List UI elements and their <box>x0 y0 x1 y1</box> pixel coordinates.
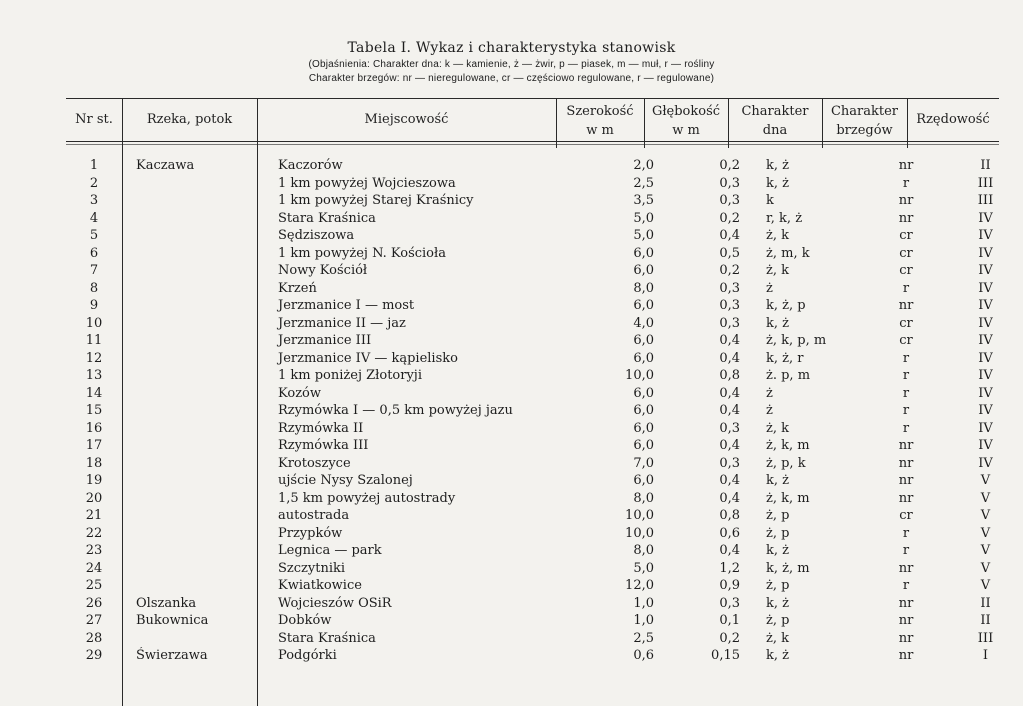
stream-order: V <box>980 578 991 593</box>
width-value: 1,0 <box>633 595 654 611</box>
bottom-character: ż. p, m <box>766 368 811 383</box>
station-number: 25 <box>85 578 103 593</box>
depth-value: 0,4 <box>719 350 740 366</box>
header-bottom-rule <box>66 141 999 142</box>
bank-character: cr <box>899 263 913 278</box>
station-number: 21 <box>85 508 103 523</box>
depth-value: 0,15 <box>711 648 740 663</box>
station-number: 26 <box>85 595 103 611</box>
location-name: Kozów <box>278 385 321 401</box>
depth-value: 0,2 <box>719 630 740 646</box>
width-value: 10,0 <box>625 525 654 541</box>
stream-order: II <box>980 613 991 628</box>
bank-character: r <box>902 578 910 593</box>
depth-value: 0,3 <box>719 298 740 313</box>
table-row <box>66 157 1023 175</box>
header-nr: Nr st. <box>75 112 113 127</box>
header-order: Rzędowość <box>916 112 990 127</box>
location-name: Jerzmanice I — most <box>278 298 415 313</box>
table-row <box>66 245 1023 263</box>
river-name <box>122 210 272 228</box>
bank-character: nr <box>898 490 914 506</box>
bank-character: r <box>902 543 910 558</box>
station-number: 1 <box>89 158 99 173</box>
header-width <box>556 102 644 140</box>
bottom-character: k, ż <box>766 158 789 173</box>
depth-value: 0,2 <box>719 158 740 173</box>
table-row <box>66 437 1023 455</box>
bottom-character: ż, k, m <box>766 490 810 506</box>
width-value: 1,0 <box>633 613 654 628</box>
river-name <box>122 560 272 578</box>
table-row <box>66 507 1023 525</box>
station-number: 13 <box>85 368 103 383</box>
river-name <box>122 262 272 280</box>
river-name <box>122 315 272 333</box>
width-value: 2,0 <box>633 158 654 173</box>
bottom-character: ż, p <box>766 525 790 541</box>
bank-character: r <box>902 280 910 296</box>
width-value: 6,0 <box>633 473 654 488</box>
stream-order: IV <box>978 280 993 296</box>
river-name <box>122 437 272 455</box>
station-number: 17 <box>85 438 103 453</box>
width-value: 4,0 <box>633 315 654 331</box>
stream-order: I <box>982 648 989 663</box>
header-bottom-type <box>728 102 822 140</box>
station-number: 4 <box>89 210 99 226</box>
bank-character: cr <box>899 228 913 243</box>
stream-order: V <box>980 473 991 488</box>
depth-value: 0,4 <box>719 543 740 558</box>
table-row <box>66 647 1023 665</box>
depth-value: 0,6 <box>719 525 740 541</box>
width-value: 2,5 <box>633 630 654 646</box>
table-row <box>66 490 1023 508</box>
bottom-character: ż, p <box>766 508 790 523</box>
river-name <box>122 630 272 648</box>
river-name <box>122 175 272 193</box>
bottom-character: k, ż <box>766 473 789 488</box>
bottom-character: ż, p <box>766 578 790 593</box>
station-number: 2 <box>89 175 99 191</box>
width-value: 8,0 <box>633 490 654 506</box>
width-value: 0,6 <box>633 648 654 663</box>
depth-value: 0,4 <box>719 403 740 418</box>
stream-order: IV <box>978 210 993 226</box>
table-row <box>66 420 1023 438</box>
bank-character: cr <box>899 508 913 523</box>
bank-character: nr <box>898 193 914 208</box>
depth-value: 0,8 <box>719 508 740 523</box>
bank-character: r <box>902 525 910 541</box>
station-number: 3 <box>89 193 99 208</box>
location-name: Krotoszyce <box>278 455 351 471</box>
bottom-character: ż, k <box>766 630 789 646</box>
river-name <box>122 577 272 595</box>
river-name: Bukownica <box>136 613 209 628</box>
depth-value: 0,3 <box>719 420 740 436</box>
stations-table-body <box>66 157 1023 665</box>
bottom-character: ż, m, k <box>766 245 810 261</box>
depth-value: 0,4 <box>719 473 740 488</box>
depth-value: 0,5 <box>719 245 740 261</box>
depth-value: 0,4 <box>719 228 740 243</box>
table-row <box>66 525 1023 543</box>
river-name <box>122 192 272 210</box>
bottom-character: ż, k <box>766 228 789 243</box>
table-row <box>66 280 1023 298</box>
river-name <box>122 350 272 368</box>
stream-order: V <box>980 543 991 558</box>
depth-value: 0,3 <box>719 280 740 296</box>
bottom-character: k, ż, m <box>766 560 810 576</box>
table-row <box>66 332 1023 350</box>
stream-order: III <box>977 175 994 191</box>
station-number: 15 <box>85 403 103 418</box>
station-number: 14 <box>85 385 103 401</box>
width-value: 12,0 <box>625 578 654 593</box>
bottom-character: ż <box>766 385 773 401</box>
location-name: Dobków <box>278 613 332 628</box>
bank-character: nr <box>898 473 914 488</box>
river-name: Kaczawa <box>136 158 195 173</box>
station-number: 16 <box>85 420 103 436</box>
location-name: Kwiatkowice <box>278 578 362 593</box>
bank-character: cr <box>899 333 913 348</box>
table-row <box>66 315 1023 333</box>
location-name: Nowy Kościół <box>278 263 368 278</box>
stream-order: IV <box>978 245 993 261</box>
bank-character: r <box>902 175 910 191</box>
stream-order: IV <box>978 385 993 401</box>
stream-order: IV <box>978 263 993 278</box>
station-number: 19 <box>85 473 103 488</box>
table-row <box>66 262 1023 280</box>
bank-character: nr <box>898 595 914 611</box>
location-name: Jerzmanice II — jaz <box>278 315 406 331</box>
header-bottom-type-sub: dna <box>762 123 788 138</box>
location-name: Przypków <box>278 525 343 541</box>
bank-character: nr <box>898 438 914 453</box>
table-row <box>66 472 1023 490</box>
width-value: 6,0 <box>633 350 654 366</box>
depth-value: 0,3 <box>719 315 740 331</box>
river-name <box>122 542 272 560</box>
bank-character: r <box>902 385 910 401</box>
bottom-character: ż, p, k <box>766 455 806 471</box>
table-row <box>66 577 1023 595</box>
table-row <box>66 350 1023 368</box>
header-bottom-rule-2 <box>66 144 999 145</box>
river-name <box>122 525 272 543</box>
table-row <box>66 192 1023 210</box>
table-row <box>66 542 1023 560</box>
location-name: Szczytniki <box>278 560 346 576</box>
width-value: 5,0 <box>633 560 654 576</box>
stream-order: V <box>980 508 991 523</box>
table-row <box>66 612 1023 630</box>
station-number: 24 <box>85 560 103 576</box>
header-depth-label: Głębokość <box>651 104 721 119</box>
location-name: Stara Kraśnica <box>278 210 376 226</box>
depth-value: 0,4 <box>719 333 740 348</box>
river-name <box>122 472 272 490</box>
location-name: 1 km poniżej Złotoryji <box>278 368 422 383</box>
station-number: 29 <box>85 648 103 663</box>
table-title: Tabela I. Wykaz i charakterystyka stanowisk <box>347 40 676 56</box>
table-row <box>66 595 1023 613</box>
header-river: Rzeka, potok <box>146 112 233 127</box>
width-value: 6,0 <box>633 263 654 278</box>
table-row <box>66 560 1023 578</box>
stream-order: V <box>980 560 991 576</box>
location-name: Rzymówka II <box>278 420 364 436</box>
header-bank-type <box>822 102 907 140</box>
bottom-character: k, ż, p <box>766 298 806 313</box>
depth-value: 0,3 <box>719 175 740 191</box>
width-value: 3,5 <box>633 193 654 208</box>
stream-order: IV <box>978 420 993 436</box>
stream-order: V <box>980 490 991 506</box>
legend-bottom-character: (Objaśnienia: Charakter dna: k — kamienie, ż — żwir, p — piasek, m — muł, r — rośliny <box>308 59 715 70</box>
header-bottom-type-label: Charakter <box>741 104 809 119</box>
table-row <box>66 227 1023 245</box>
bank-character: nr <box>898 298 914 313</box>
stream-order: IV <box>978 368 993 383</box>
width-value: 8,0 <box>633 280 654 296</box>
station-number: 20 <box>85 490 103 506</box>
location-name: Legnica — park <box>278 543 382 558</box>
depth-value: 0,4 <box>719 385 740 401</box>
river-name <box>122 245 272 263</box>
depth-value: 0,2 <box>719 263 740 278</box>
stream-order: IV <box>978 350 993 366</box>
station-number: 10 <box>85 315 103 331</box>
river-name <box>122 280 272 298</box>
station-number: 12 <box>85 350 103 366</box>
stream-order: IV <box>978 403 993 418</box>
location-name: 1 km powyżej Starej Kraśnicy <box>278 193 474 208</box>
bank-character: nr <box>898 630 914 646</box>
river-name <box>122 402 272 420</box>
width-value: 6,0 <box>633 385 654 401</box>
bottom-character: ż <box>766 403 773 418</box>
bank-character: nr <box>898 648 914 663</box>
river-name: Świerzawa <box>136 648 208 663</box>
station-number: 8 <box>89 280 99 296</box>
bottom-character: k, ż <box>766 175 789 191</box>
station-number: 27 <box>85 613 103 628</box>
location-name: Rzymówka I — 0,5 km powyżej jazu <box>278 403 513 418</box>
bank-character: r <box>902 368 910 383</box>
bottom-character: k, ż <box>766 543 789 558</box>
bank-character: nr <box>898 455 914 471</box>
stations-table <box>66 157 1023 665</box>
table-row <box>66 630 1023 648</box>
width-value: 10,0 <box>625 368 654 383</box>
header-place: Miejscowość <box>364 112 449 127</box>
location-name: Podgórki <box>278 648 337 663</box>
location-name: Wojcieszów OSiR <box>278 595 392 611</box>
bottom-character: k, ż, r <box>766 350 804 366</box>
table-row <box>66 367 1023 385</box>
stream-order: V <box>980 525 991 541</box>
width-value: 6,0 <box>633 298 654 313</box>
location-name: Kaczorów <box>278 158 343 173</box>
station-number: 7 <box>89 263 99 278</box>
bank-character: nr <box>898 560 914 576</box>
river-name <box>122 385 272 403</box>
table-row <box>66 402 1023 420</box>
table-top-rule <box>66 98 999 99</box>
location-name: Rzymówka III <box>278 438 369 453</box>
location-name: ujście Nysy Szalonej <box>278 473 413 488</box>
river-name <box>122 297 272 315</box>
depth-value: 0,3 <box>719 595 740 611</box>
width-value: 6,0 <box>633 438 654 453</box>
depth-value: 0,8 <box>719 368 740 383</box>
header-depth-unit: w m <box>672 123 700 138</box>
location-name: 1,5 km powyżej autostrady <box>278 490 456 506</box>
header-bank-type-label: Charakter <box>830 104 899 119</box>
bottom-character: ż <box>766 280 773 296</box>
station-number: 23 <box>85 543 103 558</box>
table-row <box>66 175 1023 193</box>
location-name: Jerzmanice IV — kąpielisko <box>278 350 458 366</box>
stream-order: IV <box>978 455 993 471</box>
bank-character: r <box>902 420 910 436</box>
river-name <box>122 420 272 438</box>
river-name <box>122 455 272 473</box>
width-value: 2,5 <box>633 175 654 191</box>
location-name: 1 km powyżej Wojcieszowa <box>278 175 456 191</box>
bank-character: r <box>902 350 910 366</box>
header-depth <box>644 102 728 140</box>
stream-order: IV <box>978 298 993 313</box>
depth-value: 0,3 <box>719 455 740 471</box>
river-name <box>122 490 272 508</box>
bottom-character: k <box>766 193 774 208</box>
station-number: 9 <box>89 298 99 313</box>
header-width-label: Szerokość <box>566 104 634 119</box>
depth-value: 0,1 <box>719 613 740 628</box>
bottom-character: ż, k <box>766 263 789 278</box>
stream-order: II <box>980 158 991 173</box>
stream-order: III <box>977 630 994 646</box>
location-name: Sędziszowa <box>278 228 355 243</box>
location-name: Jerzmanice III <box>278 333 372 348</box>
bank-character: nr <box>898 158 914 173</box>
table-row <box>66 297 1023 315</box>
river-name <box>122 367 272 385</box>
width-value: 10,0 <box>625 508 654 523</box>
width-value: 6,0 <box>633 420 654 436</box>
depth-value: 0,9 <box>719 578 740 593</box>
width-value: 6,0 <box>633 245 654 261</box>
legend-bank-character: Charakter brzegów: nr — nieregulowane, cr — częściowo regulowane, r — regulowane) <box>308 73 715 84</box>
table-row <box>66 210 1023 228</box>
station-number: 5 <box>89 228 99 243</box>
location-name: Krzeń <box>278 280 317 296</box>
station-number: 22 <box>85 525 103 541</box>
width-value: 5,0 <box>633 210 654 226</box>
bottom-character: ż, k, p, m <box>766 333 827 348</box>
bottom-character: k, ż <box>766 648 789 663</box>
bottom-character: ż, k <box>766 420 789 436</box>
bank-character: nr <box>898 210 914 226</box>
bottom-character: ż, p <box>766 613 790 628</box>
river-name <box>122 227 272 245</box>
river-name: Olszanka <box>136 595 197 611</box>
bank-character: r <box>902 403 910 418</box>
bank-character: cr <box>899 245 913 261</box>
depth-value: 1,2 <box>719 560 740 576</box>
location-name: 1 km powyżej N. Kościoła <box>278 245 446 261</box>
width-value: 6,0 <box>633 403 654 418</box>
bank-character: nr <box>898 613 914 628</box>
depth-value: 0,4 <box>719 438 740 453</box>
river-name <box>122 332 272 350</box>
header-width-unit: w m <box>586 123 614 138</box>
header-bank-type-sub: brzegów <box>836 123 893 138</box>
width-value: 5,0 <box>633 228 654 243</box>
bottom-character: r, k, ż <box>766 210 803 226</box>
table-row <box>66 385 1023 403</box>
station-number: 18 <box>85 455 103 471</box>
location-name: Stara Kraśnica <box>278 630 376 646</box>
width-value: 7,0 <box>633 455 654 471</box>
bottom-character: k, ż <box>766 595 789 611</box>
station-number: 28 <box>85 630 103 646</box>
bank-character: cr <box>899 315 913 331</box>
stream-order: III <box>977 193 994 208</box>
stream-order: IV <box>978 333 993 348</box>
stream-order: II <box>980 595 991 611</box>
stream-order: IV <box>978 228 993 243</box>
width-value: 8,0 <box>633 543 654 558</box>
depth-value: 0,3 <box>719 193 740 208</box>
bottom-character: ż, k, m <box>766 438 810 453</box>
station-number: 6 <box>89 245 99 261</box>
river-name <box>122 507 272 525</box>
bottom-character: k, ż <box>766 315 789 331</box>
depth-value: 0,2 <box>719 210 740 226</box>
location-name: autostrada <box>278 508 350 523</box>
width-value: 6,0 <box>633 333 654 348</box>
table-row <box>66 455 1023 473</box>
stream-order: IV <box>978 438 993 453</box>
stream-order: IV <box>978 315 993 331</box>
station-number: 11 <box>85 333 103 348</box>
depth-value: 0,4 <box>719 490 740 506</box>
